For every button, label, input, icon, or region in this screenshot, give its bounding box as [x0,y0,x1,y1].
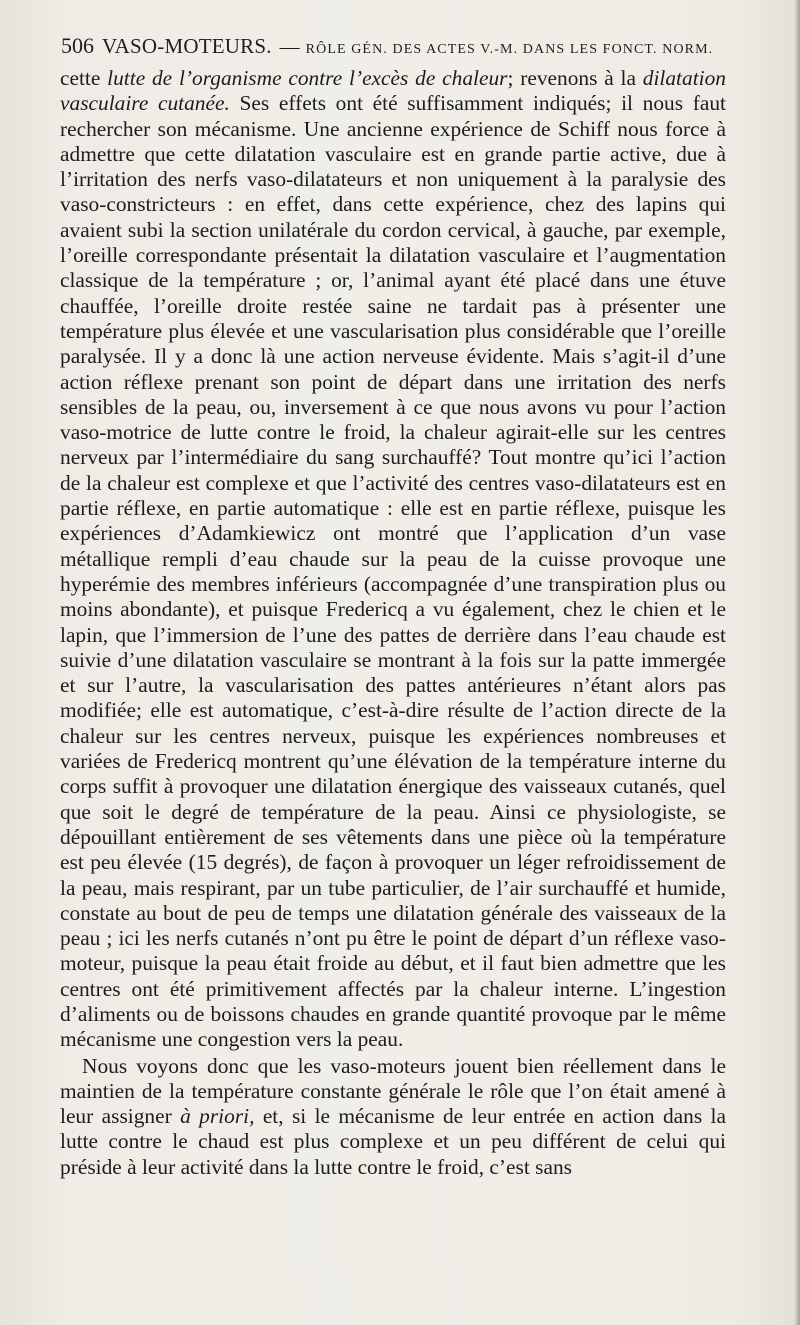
paragraph-2-italic-phrase: à priori, [180,1104,255,1129]
body-text [60,66,726,1180]
paragraph-1-body: Ses effets ont été suffisamment indiqués; il nous faut rechercher son mécanisme. Une ancienne expérience de Schiff nous force à admettre que cette dilatation vasculaire est en grande partie active, due à l’irritation des nerfs vaso-dilatateurs et non uniquement à la paralysie des vaso-constricteurs : en effet, dans cette expérience, chez des lapins qui avaient subi la section unilatérale du cordon cervical, à gauche, par exemple, l’oreille correspondante présentait la dilatation vasculaire et l’augmentation classique de la température ; or, l’animal ayant été placé dans une étuve chauffée, l’oreille droite restée saine ne tardait pas à présenter une température plus élevée et une vascularisation plus considérable que l’oreille paralysée. Il y a donc là une action nerveuse évidente. Mais s’agit-il d’une action réflexe prenant son point de départ dans une irritation des nerfs sensibles de la peau, ou, inversement à ce que nous avons vu pour l’action vaso-motrice de lutte contre le froid, la chaleur agirait-elle sur les centres nerveux par l’intermédiaire du sang surchauffé? Tout montre qu’ici l’action de la chaleur est complexe et que l’activité des centres vaso-dilatateurs est en partie réflexe, en partie automatique : elle est en partie réflexe, puisque les expériences d’Adamkiewicz ont montré que l’application d’un vase métallique rempli d’eau chaude sur la peau de la cuisse provoque une hyperémie des membres inférieurs (accompagnée d’une transpiration plus ou moins abondante), et puisque Fredericq a vu également, chez le chien et le lapin, que l’immersion de l’une des pattes de derrière dans l’eau chaude est suivie d’une dilatation vasculaire se montrant à la fois sur la patte immergée et sur l’autre, la vascularisation des pattes antérieures n’étant alors pas modifiée; elle est automatique, c’est-à-dire résulte de l’action directe de la chaleur sur les centres nerveux, puisque les expériences nombreuses et variées de Fredericq montrent qu’une élévation de la température interne du corps suffit à provoquer une dilatation énergique des vaisseaux cutanés, quel que soit le degré de température de la peau. Ainsi ce physiologiste, se dépouillant entièrement de ses vêtements dans une pièce où la température est peu élevée (15 degrés), de façon à provoquer un léger refroidissement de la peau, mais respirant, par un tube particulier, de l’air surchauffé et humide, constate au bout de peu de temps une dilatation générale des vaisseaux de la peau ; ici les nerfs cutanés n’ont pu être le point de départ d’un réflexe vaso-moteur, puisque la peau était froide au début, et il faut bien admettre que les centres ont été primitivement affectés par la chaleur interne. L’ingestion d’aliments ou de boissons chaudes en grande quantité provoque par le même mécanisme une congestion vers la peau. [60,91,726,1052]
paragraph-2-before-italic: Nous voyons donc que les vaso-moteurs jouent bien réellement dans le maintien de la température constante générale le rôle que l’on était amené à leur assigner [60,1053,726,1129]
running-head-dash: — [279,36,300,58]
running-header [61,33,714,65]
paragraph-1-after-italic-1: ; revenons à la [507,66,636,90]
paragraph-2 [60,1054,726,1180]
page-edge-shadow [794,0,800,1325]
running-head-title: VASO-MOTEURS. [102,34,272,58]
paragraph-2-after-italic: et, si le mécanisme de leur entrée en action dans la lutte contre le chaud est plus complexe et un peu différent de celui qui préside à leur activité dans la lutte contre le froid, c’est sans [60,1104,726,1179]
page-number: 506 [61,33,94,58]
paragraph-1 [60,66,726,1053]
running-head-subtitle: RÔLE GÉN. DES ACTES V.-M. DANS LES FONCT. NORM. [305,42,714,57]
paragraph-1-lead: cette [60,66,101,90]
paragraph-1-italic-phrase-1: lutte de l’organisme contre l’excès de chaleur [107,66,508,90]
paragraph-1-italic-phrase-2: dilatation vasculaire cutanée. [60,66,726,116]
